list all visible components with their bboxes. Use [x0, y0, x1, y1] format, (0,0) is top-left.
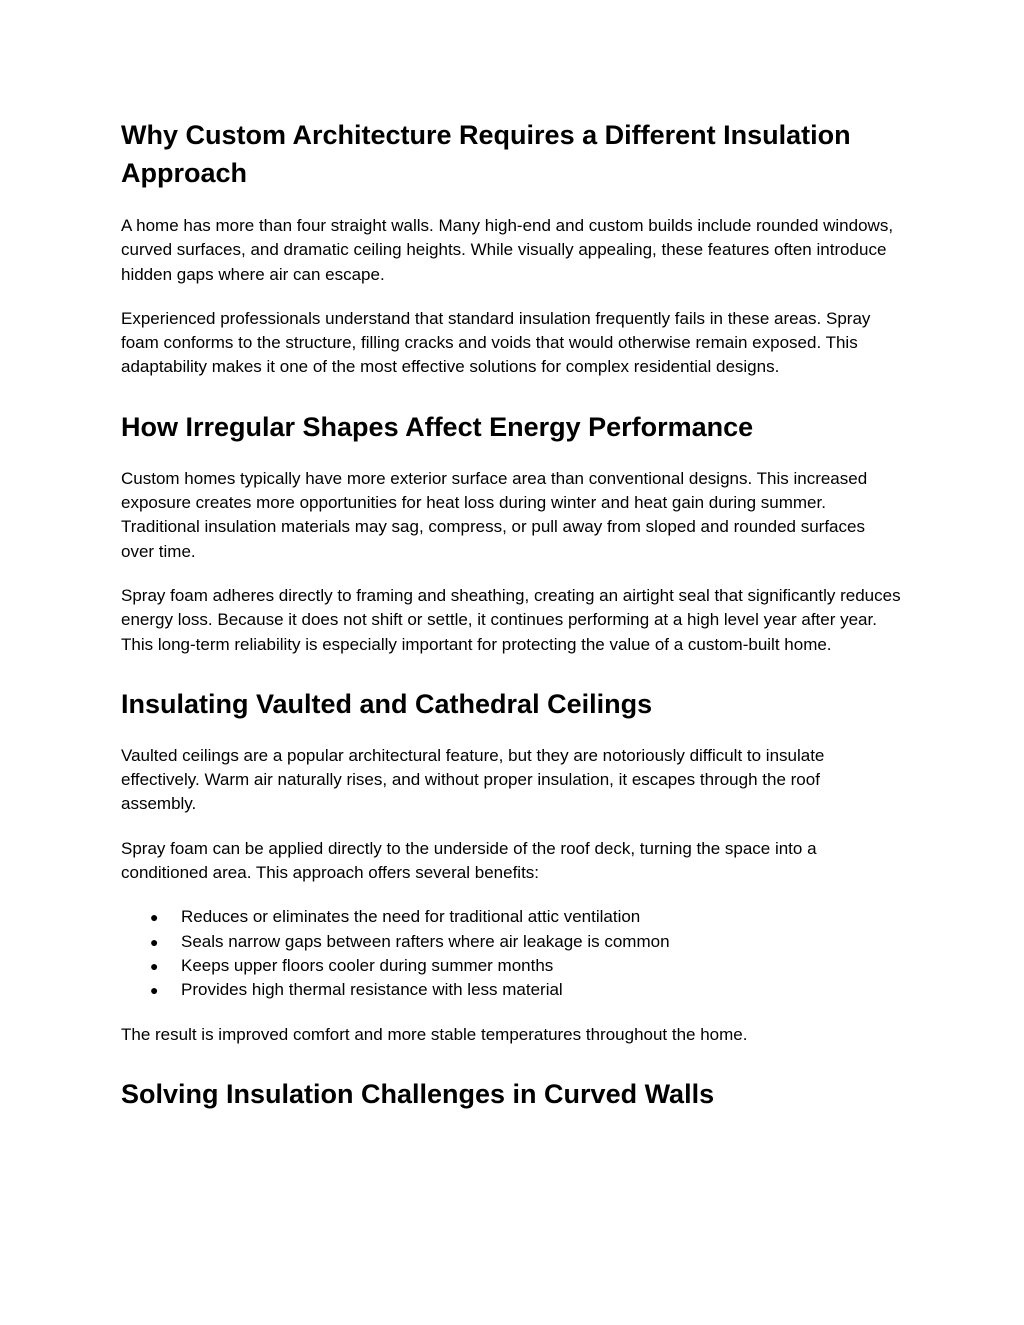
list-item-text: Seals narrow gaps between rafters where air leakage is common: [181, 931, 670, 951]
bullet-icon: ●: [150, 982, 159, 999]
paragraph: The result is improved comfort and more stable temperatures throughout the home.: [121, 1024, 748, 1044]
benefits-list: [121, 905, 911, 1002]
list-item-text: Provides high thermal resistance with less material: [181, 980, 563, 1000]
paragraph: Custom homes typically have more exterior surface area than conventional designs. This increased exposure creates more opportunities for heat loss during winter and heat gain during summer. Traditional insulation materials may sag, compress, or pull away from sloped and rounded surfaces over time.: [121, 468, 868, 561]
list-item-text: Reduces or eliminates the need for traditional attic ventilation: [181, 907, 641, 927]
list-item: [121, 930, 911, 954]
list-item: [121, 978, 911, 1002]
paragraph: Spray foam can be applied directly to the underside of the roof deck, turning the space into a conditioned area. This approach offers several benefits:: [121, 838, 817, 883]
list-item: [121, 954, 911, 978]
section-heading-custom-architecture: Why Custom Architecture Requires a Different Insulation Approach: [121, 120, 851, 188]
section-heading-irregular-shapes: How Irregular Shapes Affect Energy Performance: [121, 411, 754, 442]
document-page: [121, 116, 911, 1113]
section-heading-vaulted-ceilings: Insulating Vaulted and Cathedral Ceilings: [121, 688, 653, 719]
paragraph: Experienced professionals understand that standard insulation frequently fails in these areas. Spray foam conforms to the structure, filling cracks and voids that would otherwise remain exposed. This adaptability makes it one of the most effective solutions for complex residential designs.: [121, 308, 871, 377]
list-item: [121, 905, 911, 929]
section-heading-curved-walls: Solving Insulation Challenges in Curved Walls: [121, 1078, 715, 1109]
paragraph: Spray foam adheres directly to framing and sheathing, creating an airtight seal that significantly reduces energy loss. Because it does not shift or settle, it continues performing at a high level year after year. This long-term reliability is especially important for protecting the value of a custom-built home.: [121, 585, 901, 654]
bullet-icon: ●: [150, 933, 159, 950]
paragraph: Vaulted ceilings are a popular architectural feature, but they are notoriously difficult to insulate effectively. Warm air naturally rises, and without proper insulation, it escapes through the roof assembly.: [121, 745, 825, 814]
bullet-icon: ●: [150, 957, 159, 974]
list-item-text: Keeps upper floors cooler during summer months: [181, 955, 554, 975]
bullet-icon: ●: [150, 909, 159, 926]
paragraph: A home has more than four straight walls. Many high-end and custom builds include rounded windows, curved surfaces, and dramatic ceiling heights. While visually appealing, these features often introduce hidden gaps where air can escape.: [121, 216, 894, 284]
